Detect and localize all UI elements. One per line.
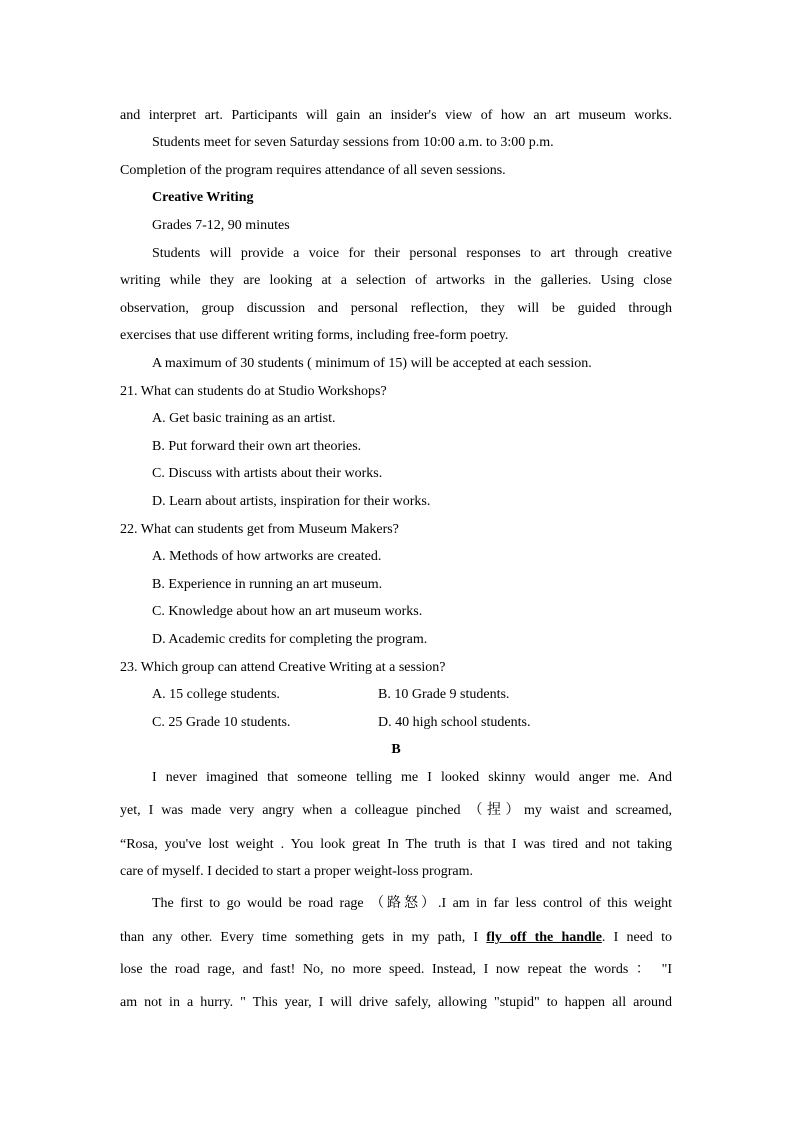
question-option: B. Put forward their own art theories. (152, 439, 362, 454)
question-option: D. 40 high school students. (378, 715, 531, 730)
passage-a-line: Students meet for seven Saturday sessions from 10:00 a.m. to 3:00 p.m. (152, 135, 554, 150)
section-note: A maximum of 30 students ( minimum of 15) will be accepted at each session. (152, 356, 592, 371)
question-option: C. Knowledge about how an art museum works. (152, 604, 423, 619)
question-stem: 22. What can students get from Museum Makers? (120, 522, 399, 537)
question-option: A. 15 college students. (152, 687, 280, 702)
question-stem: 23. Which group can attend Creative Writing at a session? (120, 660, 446, 675)
question-option: C. 25 Grade 10 students. (152, 715, 291, 730)
section-body-line: exercises that use different writing forms, including free-form poetry. (120, 328, 509, 343)
passage-b-line: The first to go would be road rage （路怒）.I am in far less control of this weight (152, 896, 672, 911)
question-option: D. Learn about artists, inspiration for their works. (152, 494, 431, 509)
question-option: A. Get basic training as an artist. (152, 411, 336, 426)
passage-a-line: Completion of the program requires attendance of all seven sessions. (120, 163, 506, 178)
section-body-line: observation, group discussion and personal reflection, they will be guided through (120, 301, 672, 316)
underlined-phrase: fly off the handle (486, 930, 602, 945)
passage-b-line: I never imagined that someone telling me I looked skinny would anger me. And (152, 770, 672, 785)
question-stem: 21. What can students do at Studio Workshops? (120, 384, 387, 399)
passage-b-heading: B (391, 742, 401, 757)
question-option: B. Experience in running an art museum. (152, 577, 383, 592)
passage-b-line (120, 930, 672, 946)
question-option: D. Academic credits for completing the program. (152, 632, 428, 647)
section-body-line: writing while they are looking at a selection of artworks in the galleries. Using close (120, 273, 672, 288)
passage-a-line: and interpret art. Participants will gain an insider's view of how an art museum works. (120, 108, 672, 123)
section-body-line: Students will provide a voice for their personal responses to art through creative (152, 246, 672, 261)
line-text: than any other. Every time something gets in my path, I (120, 930, 487, 945)
question-option: B. 10 Grade 9 students. (378, 687, 510, 702)
question-option: C. Discuss with artists about their works. (152, 466, 383, 481)
passage-b-line: yet, I was made very angry when a colleague pinched （捏）my waist and screamed, (120, 803, 672, 818)
question-option: A. Methods of how artworks are created. (152, 549, 382, 564)
passage-b-line: am not in a hurry. " This year, I will drive safely, allowing "stupid" to happen all around (120, 995, 672, 1010)
section-meta: Grades 7-12, 90 minutes (152, 218, 290, 233)
section-title: Creative Writing (152, 190, 254, 205)
passage-b-line: “Rosa, you've lost weight . You look great In The truth is that I was tired and not taking (120, 837, 672, 852)
line-text: . I need to (601, 930, 672, 945)
passage-b-line: lose the road rage, and fast! No, no more speed. Instead, I now repeat the words ： "I (120, 962, 672, 977)
passage-b-line: care of myself. I decided to start a proper weight-loss program. (120, 864, 473, 879)
